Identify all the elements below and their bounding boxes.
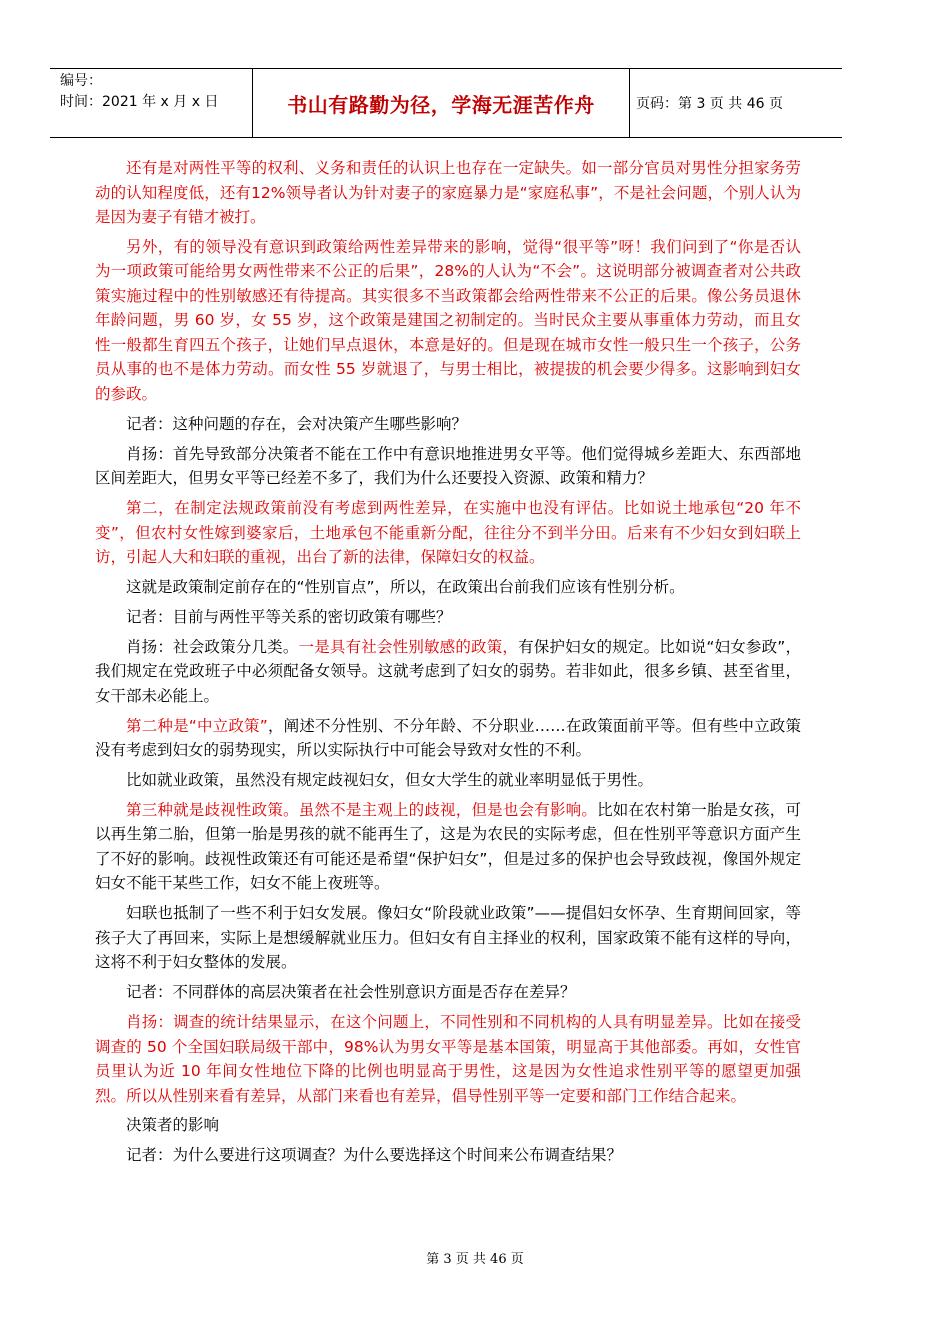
article-paragraph [95, 442, 801, 491]
article-body [95, 156, 801, 1173]
page-footer: 第 3 页 共 46 页 [426, 1252, 524, 1267]
article-paragraph [95, 496, 801, 570]
body-text: 有保护妇女的规定。比如说“妇女参政”，我们规定在党政班子中必须配备女领导。这就考虑到了妇女的弱势。若非如此，很多乡镇、甚至省里，女干部未必能上。 [95, 637, 801, 705]
article-paragraph [95, 575, 801, 600]
body-text: 记者：目前与两性平等关系的密切政策有哪些？ [126, 607, 452, 626]
article-paragraph [95, 1113, 801, 1138]
body-text: 肖扬：首先导致部分决策者不能在工作中有意识地推进男女平等。他们觉得城乡差距大、东西部地区间差距大，但男女平等已经差不多了，我们为什么还要投入资源、政策和精力？ [95, 444, 801, 488]
highlighted-text: 第二种是“中立政策” [126, 716, 268, 735]
article-paragraph [95, 1143, 801, 1168]
article-paragraph [95, 156, 801, 230]
article-paragraph [95, 714, 801, 763]
header-page-info [628, 69, 842, 137]
article-paragraph [95, 412, 801, 437]
body-text: 记者：为什么要进行这项调查？为什么要选择这个时间来公布调查结果？ [126, 1146, 623, 1165]
page-info-text: 页码：第 3 页 共 46 页 [636, 96, 783, 112]
document-date: 时间：2021 年 x 月 x 日 [60, 94, 219, 110]
header-motto-cell [252, 69, 630, 137]
article-paragraph [95, 235, 801, 407]
body-text: 记者：不同群体的高层决策者在社会性别意识方面是否存在差异？ [126, 983, 576, 1002]
body-text: 决策者的影响 [126, 1116, 220, 1135]
article-paragraph [95, 798, 801, 896]
article-paragraph [95, 980, 801, 1005]
body-text: 记者：这种问题的存在，会对决策产生哪些影响？ [126, 414, 468, 433]
article-paragraph [95, 768, 801, 793]
highlighted-text: 一是具有社会性别敏感的政策， [298, 637, 519, 656]
body-text: 比如在农村第一胎是女孩，可以再生第二胎，但第一胎是男孩的就不能再生了，这是为农民的实际考虑，但在性别平等意识方面产生了不好的影响。歧视性政策还有可能还是希望“保护妇女”，但是过多的保护也会导致歧视，像国外规定妇女不能干某些工作，妇女不能上夜班等。 [95, 800, 801, 893]
body-text: 比如就业政策，虽然没有规定歧视妇女，但女大学生的就业率明显低于男性。 [126, 771, 654, 790]
article-paragraph [95, 901, 801, 975]
document-number-label: 编号： [60, 73, 102, 89]
body-text: 妇联也抵制了一些不利于妇女发展。像妇女“阶段就业政策”——提倡妇女怀孕、生育期间回家，等孩子大了再回来，实际上是想缓解就业压力。但妇女有自主择业的权利，国家政策不能有这样的导向，这将不利于妇女整体的发展。 [95, 904, 801, 972]
highlighted-text: 第二，在制定法规政策前没有考虑到两性差异，在实施中也没有评估。比如说土地承包“20 年不变”，但农村女性嫁到婆家后，土地承包不能重新分配，往往分不到半分田。后来有不少妇女到妇联上访，引起人大和妇联的重视，出台了新的法律，保障妇女的权益。 [95, 499, 801, 567]
highlighted-text: 肖扬：调查的统计结果显示，在这个问题上，不同性别和不同机构的人具有明显差异。比如在接受调查的 50 个全国妇联局级干部中，98%认为男女平等是基本国策，明显高于其他部委。再如，女性官员里认为近 10 年间女性地位下降的比例也明显高于男性，这是因为女性追求性别平等的愿望更加强烈。所以从性别来看有差异，从部门来看也有差异，倡导性别平等一定要和部门工作结合起来。 [95, 1013, 801, 1105]
highlighted-text: 另外，有的领导没有意识到政策给两性差异带来的影响，觉得“很平等”呀！我们问到了“你是否认为一项政策可能给男女两性带来不公正的后果”，28%的人认为“不会”。这说明部分被调查者对公共政策实施过程中的性别敏感还有待提高。其实很多不当政策都会给两性带来不公正的后果。像公务员退休年龄问题，男 60 岁，女 55 岁，这个政策是建国之初制定的。当时民众主要从事重体力劳动，而且女性一般都生育四五个孩子，让她们早点退休，本意是好的。但是现在城市女性一般只生一个孩子，公务员从事的也不是体力劳动。而女性 55 岁就退了，与男士相比，被提拔的机会要少得多。这影响到妇女的参政。 [95, 237, 801, 403]
article-paragraph [95, 635, 801, 709]
header-motto: 书山有路勤为径，学海无涯苦作舟 [287, 92, 595, 117]
article-paragraph [95, 605, 801, 630]
page-header [50, 68, 842, 138]
highlighted-text: 第三种就是歧视性政策。虽然不是主观上的歧视，但是也会有影响。 [126, 800, 598, 819]
article-paragraph [95, 1010, 801, 1108]
body-text: 这就是政策制定前存在的“性别盲点”，所以，在政策出台前我们应该有性别分析。 [126, 577, 685, 596]
body-text: ，阐述不分性别、不分年龄、不分职业……在政策面前平等。但有些中立政策没有考虑到妇女的弱势现实，所以实际执行中可能会导致对女性的不利。 [95, 716, 801, 760]
highlighted-text: 还有是对两性平等的权利、义务和责任的认识上也存在一定缺失。如一部分官员对男性分担家务劳动的认知程度低，还有12%领导者认为针对妻子的家庭暴力是“家庭私事”，不是社会问题，个别人认为是因为妻子有错才被打。 [95, 159, 801, 226]
body-text: 肖扬：社会政策分几类。 [126, 637, 299, 656]
header-meta [50, 69, 252, 137]
